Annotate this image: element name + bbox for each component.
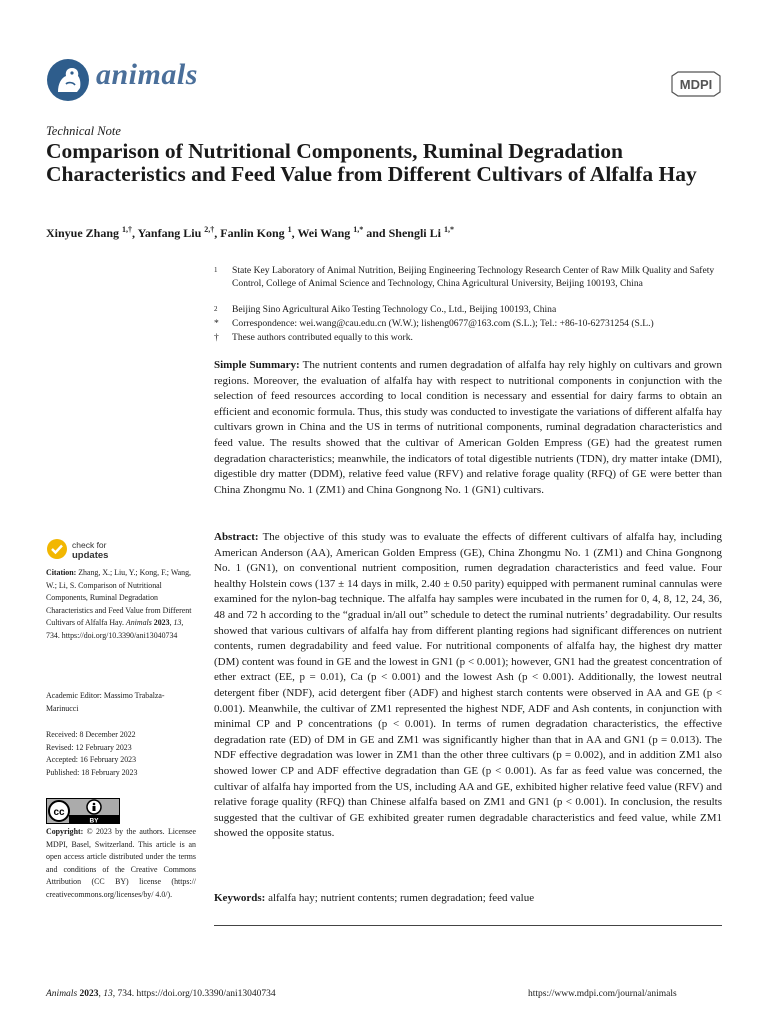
cc-by-license-icon[interactable] <box>46 798 120 824</box>
citation-label: Citation: <box>46 568 77 577</box>
check-updates-line2: updates <box>72 550 109 561</box>
footer-journal-url[interactable]: https://www.mdpi.com/journal/animals <box>528 989 677 999</box>
copyright-label: Copyright: <box>46 827 84 836</box>
article-type: Technical Note <box>46 124 121 138</box>
publication-dates <box>46 729 196 779</box>
author-affiliation-marker: 1 <box>287 225 292 234</box>
section-divider <box>214 925 722 926</box>
simple-summary-label: Simple Summary: <box>214 359 300 371</box>
keywords-text: alfalfa hay; nutrient contents; rumen degradation; feed value <box>265 892 535 904</box>
simple-summary-text: The nutrient contents and rumen degradation of alfalfa hay rely highly on cultivars and grown regions. Moreover, the evaluation of alfalfa hay with respect to nutritional components in conjunction with the selection of feed resources according to local condition is necessary and essential for dairy farms to obtain an efficient and economic formula. Thus, this study was conducted to investigate the variations of different alfalfa hay cultivars grown in China and the US in terms of nutritional components, ruminal degradation characteristics and feed value. The results showed that the cultivar of American Golden Empress (GE) had the greatest rumen degradation characteristics; meanwhile, the indicators of total digestible nutrients (TDN), dry matter intake (DMI), digestible dry matter (DDM), relative feed value (RFV) and relative forage quality (RFQ) of GE were better than China Zhongmu No. 1 (ZM1) and China Gongnong No. 1 (GN1) cultivars. <box>214 359 722 496</box>
copyright-notice: Copyright: © 2023 by the authors. Licensee MDPI, Basel, Switzerland. This article is an open access article distributed under the terms and conditions of the Creative Commons Attribution (CC BY) license (https:// creativecommons.org/licenses/by/ 4.0/). <box>46 827 196 899</box>
author-affiliation-marker: 2,† <box>204 225 215 234</box>
author-name: Yanfang Liu $^{2,\dagger}$ <box>137 225 215 240</box>
check-updates-icon <box>46 538 68 560</box>
academic-editor: Academic Editor: Massimo Trabalza-Marinucci <box>46 691 165 713</box>
author-name: Xinyue Zhang $^{1,\dagger}$ <box>46 225 133 240</box>
citation: Citation: Zhang, X.; Liu, Y.; Kong, F.; Wang, W.; Li, S. Comparison of Nutritional Components, Ruminal Degradation Characteristics and Feed Value from Different Cultivars of Alfalfa Hay. Animals 2023, 13, 734. https://doi.org/10.3390/ani13040734 <box>46 568 192 640</box>
footer-citation: Animals 2023, 13, 734. https://doi.org/10.3390/ani13040734 <box>46 989 276 999</box>
date-published: Published: 18 February 2023 <box>46 767 138 777</box>
paper-title: Comparison of Nutritional Components, Ruminal Degradation Characteristics and Feed Value from Different Cultivars of Alfalfa Hay <box>46 139 697 186</box>
author-affiliation-marker: 1,* <box>353 225 364 234</box>
cc-by-label: BY <box>89 817 99 824</box>
correspondence: * Correspondence: wei.wang@cau.edu.cn (W.W.); lisheng0677@163.com (S.L.); Tel.: +86-10-62731254 (S.L.) <box>214 318 654 329</box>
abstract-label: Abstract: <box>214 531 259 543</box>
equal-contribution-note: † These authors contributed equally to this work. <box>214 332 413 343</box>
date-received: Received: 8 December 2022 <box>46 730 136 739</box>
author-affiliation-marker: 1,† <box>122 225 133 234</box>
check-for-updates-button[interactable] <box>46 538 166 564</box>
svg-text:cc: cc <box>53 807 65 818</box>
publisher-name: MDPI <box>679 77 713 92</box>
author-name: Fanlin Kong $^1$ <box>220 225 292 240</box>
abstract <box>214 530 722 842</box>
author-name: Wei Wang $^{1,*}$ <box>297 225 364 240</box>
abstract-text: The objective of this study was to evaluate the effects of different cultivars of alfalfa hay, including American Anderson (AA), American Golden Empress (GE), China Zhongmu No. 1 (ZM1) and China Gongnong No. 1 (GN1), on conventional nutrient composition, rumen degradation characteristics and feed value. Four healthy Holstein cows (137 ± 14 days in milk, 2.40 ± 0.50 parity) equipped with permanent ruminal cannulas were examined for the nylon-bag technique. The alfalfa hay samples were incubated in the rumen for 0, 4, 8, 12, 24, 36, 48 and 72 h according to the “gradual in/all out” schedule to detect the ruminal nutrients’ degradability. Our results showed that various cultivars of alfalfa hay from different planting regions had significant differences on nutrient contents, rumen degradability and feed value. For nutritional components of alfalfa hay, the highest dry matter (DM) content was found in GE and the lowest in GN1 (p < 0.001); however, GN1 had the greatest concentration of ether extract (EE, p = 0.01), Ca (p < 0.001) and the lowest Ash (p < 0.001). Additionally, the lowest neutral detergent fiber (NDF), acid detergent fiber (ADF) and highest starch contents were observed in AA and GE (p < 0.001). Meanwhile, the cultivar of ZM1 represented the highest NDF, ADF and Ash contents, in conjunction with minimal CP and P concentrations (p < 0.001). In terms of rumen degradation characteristics, the effective degradation rate (ED) of DM in GE and ZM1 was significantly higher than that in AA and GN1 (p = 0.013). The NDF effective degradation was lower in ZM1 than the other three cultivars (p = 0.002), and in addition ZM1 also showed lower CP and ADF effective degradation than GE (p < 0.001). As far as feed value was concerned, the cultivar of alfalfa hay imported from the US, including AA and GE, exhibited higher relative feed value (RFV) and relative forage quality (RFQ) than Chinese alfalfa based on ZM1 and GN1 (p < 0.001). In conclusion, the results suggested that the cultivar of GE exhibited greater rumen degradable characteristics and feed value, while ZM1 showed the opposite status. <box>214 531 722 840</box>
affiliation-2: $^2$ Beijing Sino Agricultural Aiko Testing Technology Co., Ltd., Beijing 100193, China <box>214 304 557 315</box>
journal-name: animals <box>96 58 198 91</box>
keywords-label: Keywords: <box>214 892 266 904</box>
affiliation-1: $^1$ State Key Laboratory of Animal Nutrition, Beijing Engineering Technology Research Center of Raw Milk Quality and Safety Control, College of Animal Science and Technology, China Agricultural University, Beijing 100193, China <box>214 265 715 290</box>
author-name: Shengli Li $^{1,*}$ <box>388 225 454 240</box>
keywords <box>214 891 722 907</box>
date-revised: Revised: 12 February 2023 <box>46 742 132 752</box>
simple-summary <box>214 358 722 498</box>
author-list: Xinyue Zhang $^{1,\dagger}$, Yanfang Liu $^{2,\dagger}$, Fanlin Kong $^1$, Wei Wang $^{1,*}$ and Shengli Li $^{1,*}$ <box>46 225 454 240</box>
animals-logo-icon <box>46 58 90 102</box>
check-updates-line1: check for <box>72 540 107 550</box>
date-accepted: Accepted: 16 February 2023 <box>46 755 137 765</box>
mdpi-logo-icon <box>668 70 724 98</box>
author-affiliation-marker: 1,* <box>443 225 454 234</box>
